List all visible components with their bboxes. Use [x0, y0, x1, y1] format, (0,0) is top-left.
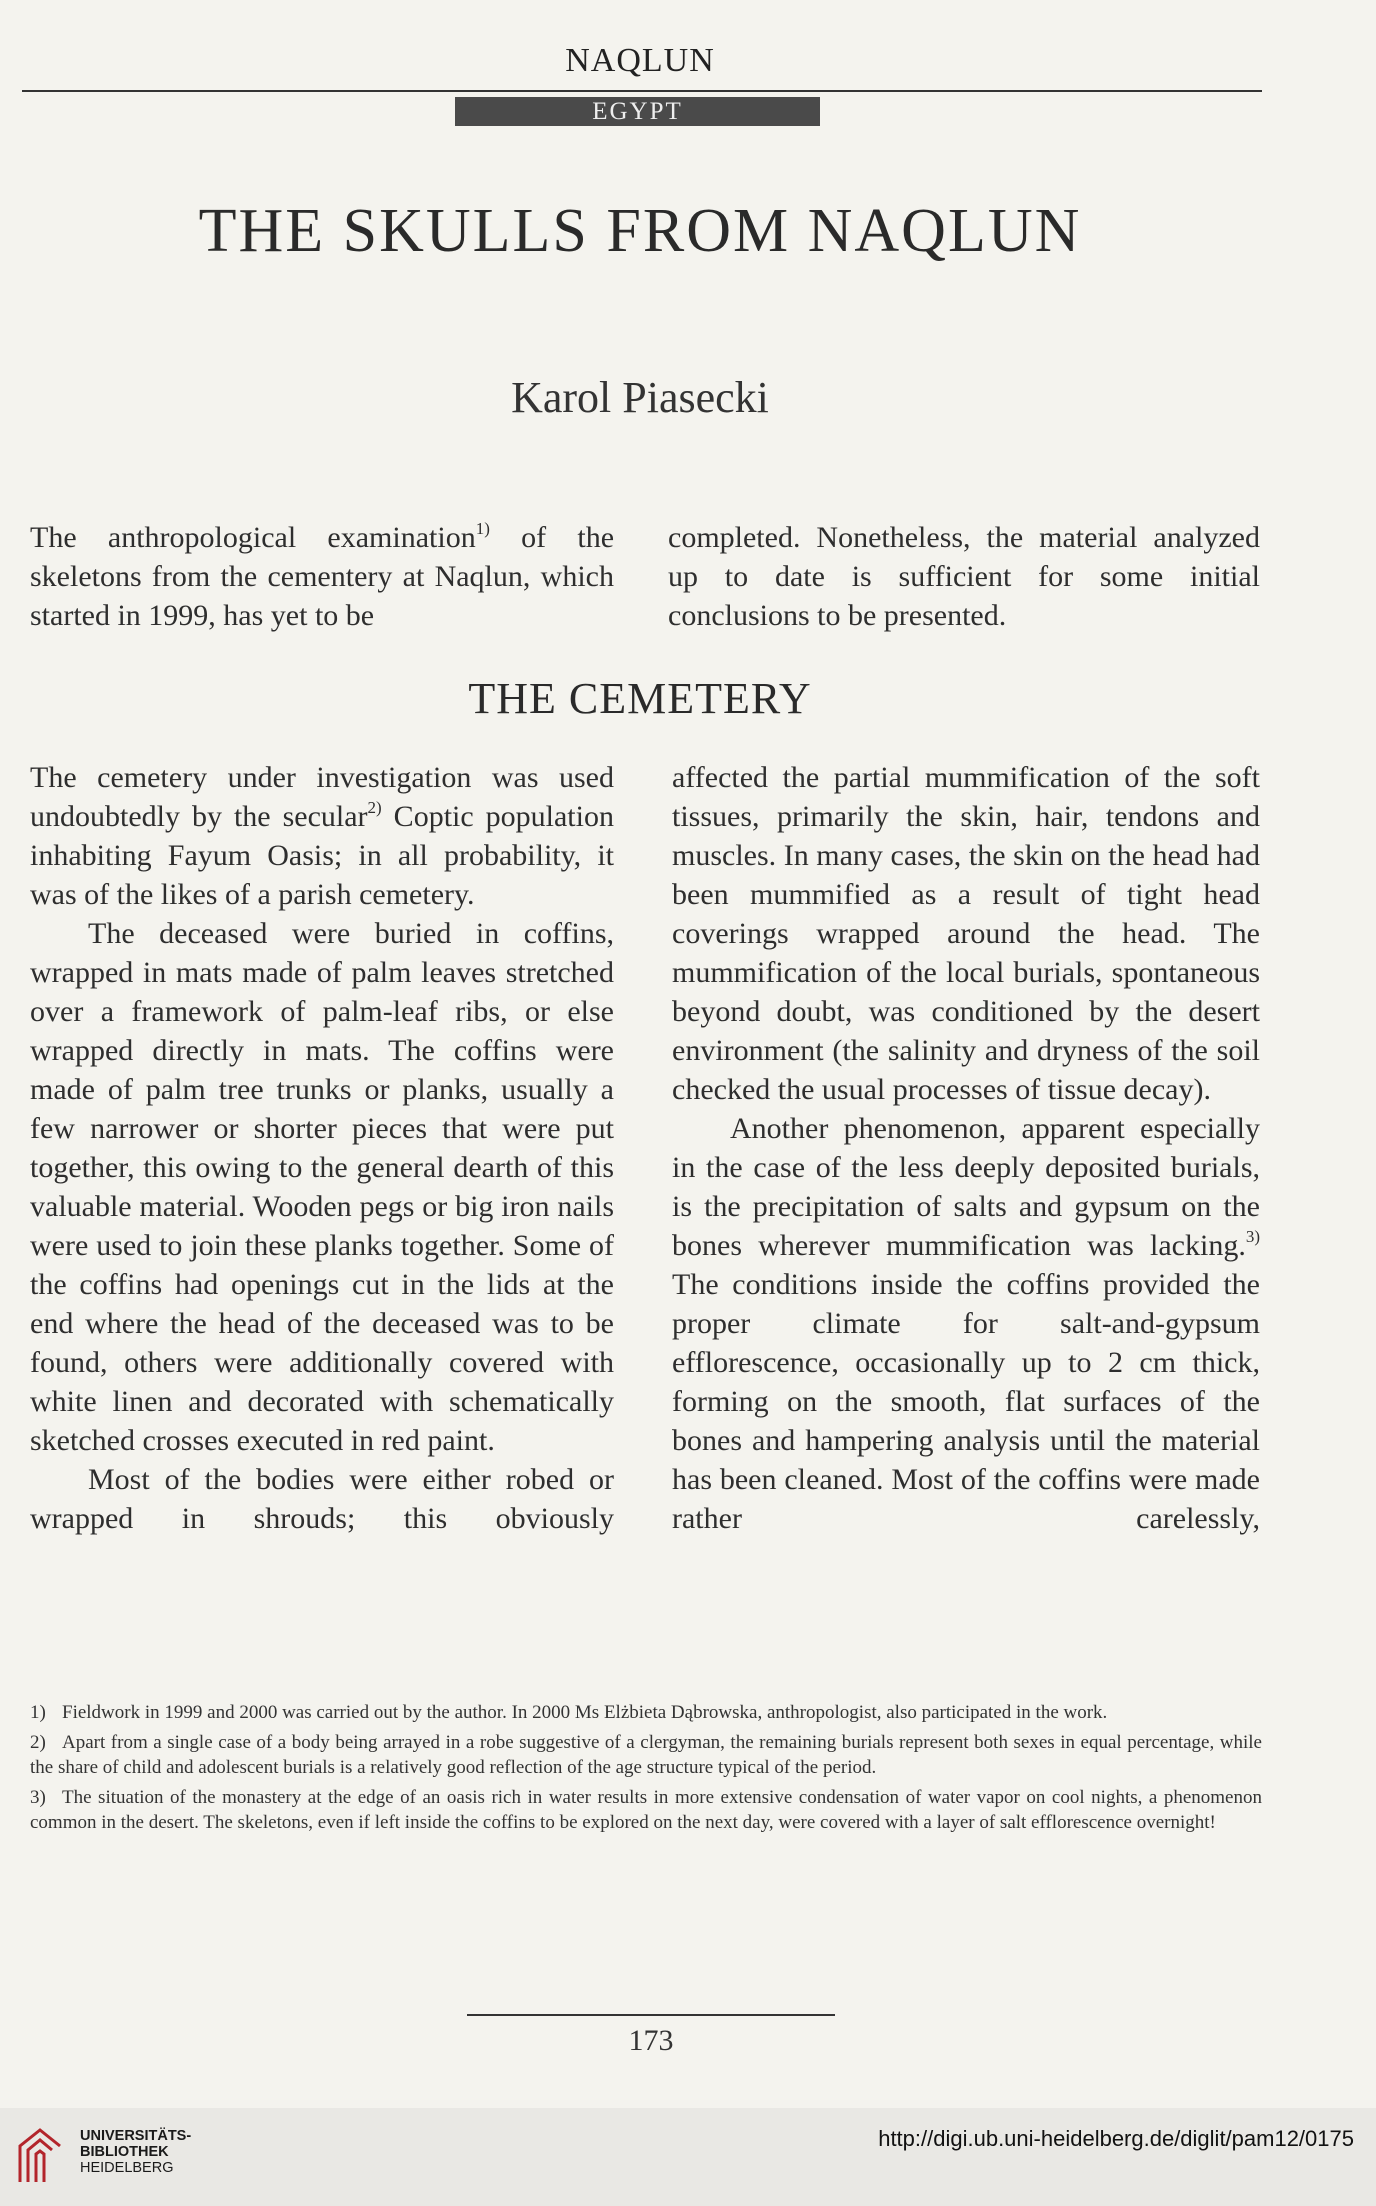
header-rule: [22, 90, 1262, 92]
footnote-number: 1): [30, 1702, 46, 1723]
footnotes: [30, 1700, 1262, 1840]
heidelberg-library-logo-icon[interactable]: [14, 2124, 66, 2186]
footnote-text: Fieldwork in 1999 and 2000 was carried out by the author. In 2000 Ms Elżbieta Dąbrowska, anthropologist, also participated in the work.: [62, 1702, 1108, 1723]
footnote-ref-1[interactable]: 1): [475, 519, 490, 538]
body-right-column: [672, 758, 1260, 1538]
section-heading: THE CEMETERY: [468, 674, 812, 723]
intro-left-column: [30, 518, 614, 635]
body-paragraph: The deceased were buried in coffins, wrapped in mats made of palm leaves stretched over a framework of palm-leaf ribs, or else wrapped directly in mats. The coffins were made of palm tree trunks or planks, usually a few narrower or shorter pieces that were put together, this owing to the general dearth of this valuable material. Wooden pegs or big iron nails were used to join these planks together. Some of the coffins had openings cut in the lids at the end where the head of the deceased was to be found, others were additionally covered with white linen and decorated with schematically sketched crosses executed in red paint.: [30, 917, 614, 1457]
article-author: Karol Piasecki: [511, 373, 769, 422]
source-url-link[interactable]: http://digi.ub.uni-heidelberg.de/diglit/pam12/0175: [878, 2126, 1354, 2151]
footnote: [30, 1700, 1262, 1726]
footnote-number: 2): [30, 1731, 46, 1753]
footnote-text: Apart from a single case of a body being arrayed in a robe suggestive of a clergyman, the remaining burials represent both sexes in equal percentage, while the share of child and adolescent burials is a relatively good reflection of the age structure typical of the period.: [30, 1731, 1262, 1778]
footnote: [30, 1730, 1262, 1781]
footnote-ref-2[interactable]: 2): [367, 798, 382, 817]
footnote-number: 3): [30, 1786, 46, 1808]
library-name: UNIVERSITÄTS- BIBLIOTHEK HEIDELBERG: [80, 2128, 192, 2176]
intro-right-paragraph: completed. Nonetheless, the material analyzed up to date is sufficient for some initial conclusions to be presented.: [668, 521, 1260, 632]
folio-rule: [467, 2014, 835, 2016]
body-paragraph: The cemetery under investigation was used undoubtedly by the secular$^{2)}$ Coptic population inhabiting Fayum Oasis; in all probability, it was of the likes of a parish cemetery.: [30, 761, 614, 911]
intro-right-column: [668, 518, 1260, 635]
footnote: [30, 1785, 1262, 1836]
article-title: THE SKULLS FROM NAQLUN: [198, 197, 1082, 265]
body-paragraph: Another phenomenon, apparent especially in the case of the less deeply deposited burials, is the precipitation of salts and gypsum on the bones wherever mummification was lacking.$^{3)}$ The conditions inside the coffins provided the proper climate for salt-and-gypsum efflorescence, occasionally up to 2 cm thick, forming on the smooth, flat surfaces of the bones and hampering analysis until the material has been cleaned. Most of the coffins were made rather carelessly,: [672, 1112, 1260, 1535]
page-number: 173: [628, 2024, 674, 2057]
running-title: NAQLUN: [565, 42, 715, 79]
body-left-column: [30, 758, 614, 1538]
body-paragraph: affected the partial mummification of the soft tissues, primarily the skin, hair, tendons and muscles. In many cases, the skin on the head had been mummified as a result of tight head coverings wrapped around the head. The mummification of the local burials, spontaneous beyond doubt, was conditioned by the desert environment (the salinity and dryness of the soil checked the usual processes of tissue decay).: [672, 761, 1260, 1106]
footnote-ref-3[interactable]: 3): [1245, 1227, 1260, 1246]
region-band: EGYPT: [455, 97, 820, 126]
body-paragraph: Most of the bodies were either robed or wrapped in shrouds; this obviously: [30, 1463, 614, 1535]
footnote-text: The situation of the monastery at the edge of an oasis rich in water results in more extensive condensation of water vapor on cool nights, a phenomenon common in the desert. The skeletons, even if left inside the coffins to be explored on the next day, were covered with a layer of salt efflorescence overnight!: [30, 1786, 1262, 1833]
intro-left-paragraph: The anthropological examination$^{1)}$ of the skeletons from the cementery at Naqlun, which started in 1999, has yet to be: [30, 519, 615, 632]
